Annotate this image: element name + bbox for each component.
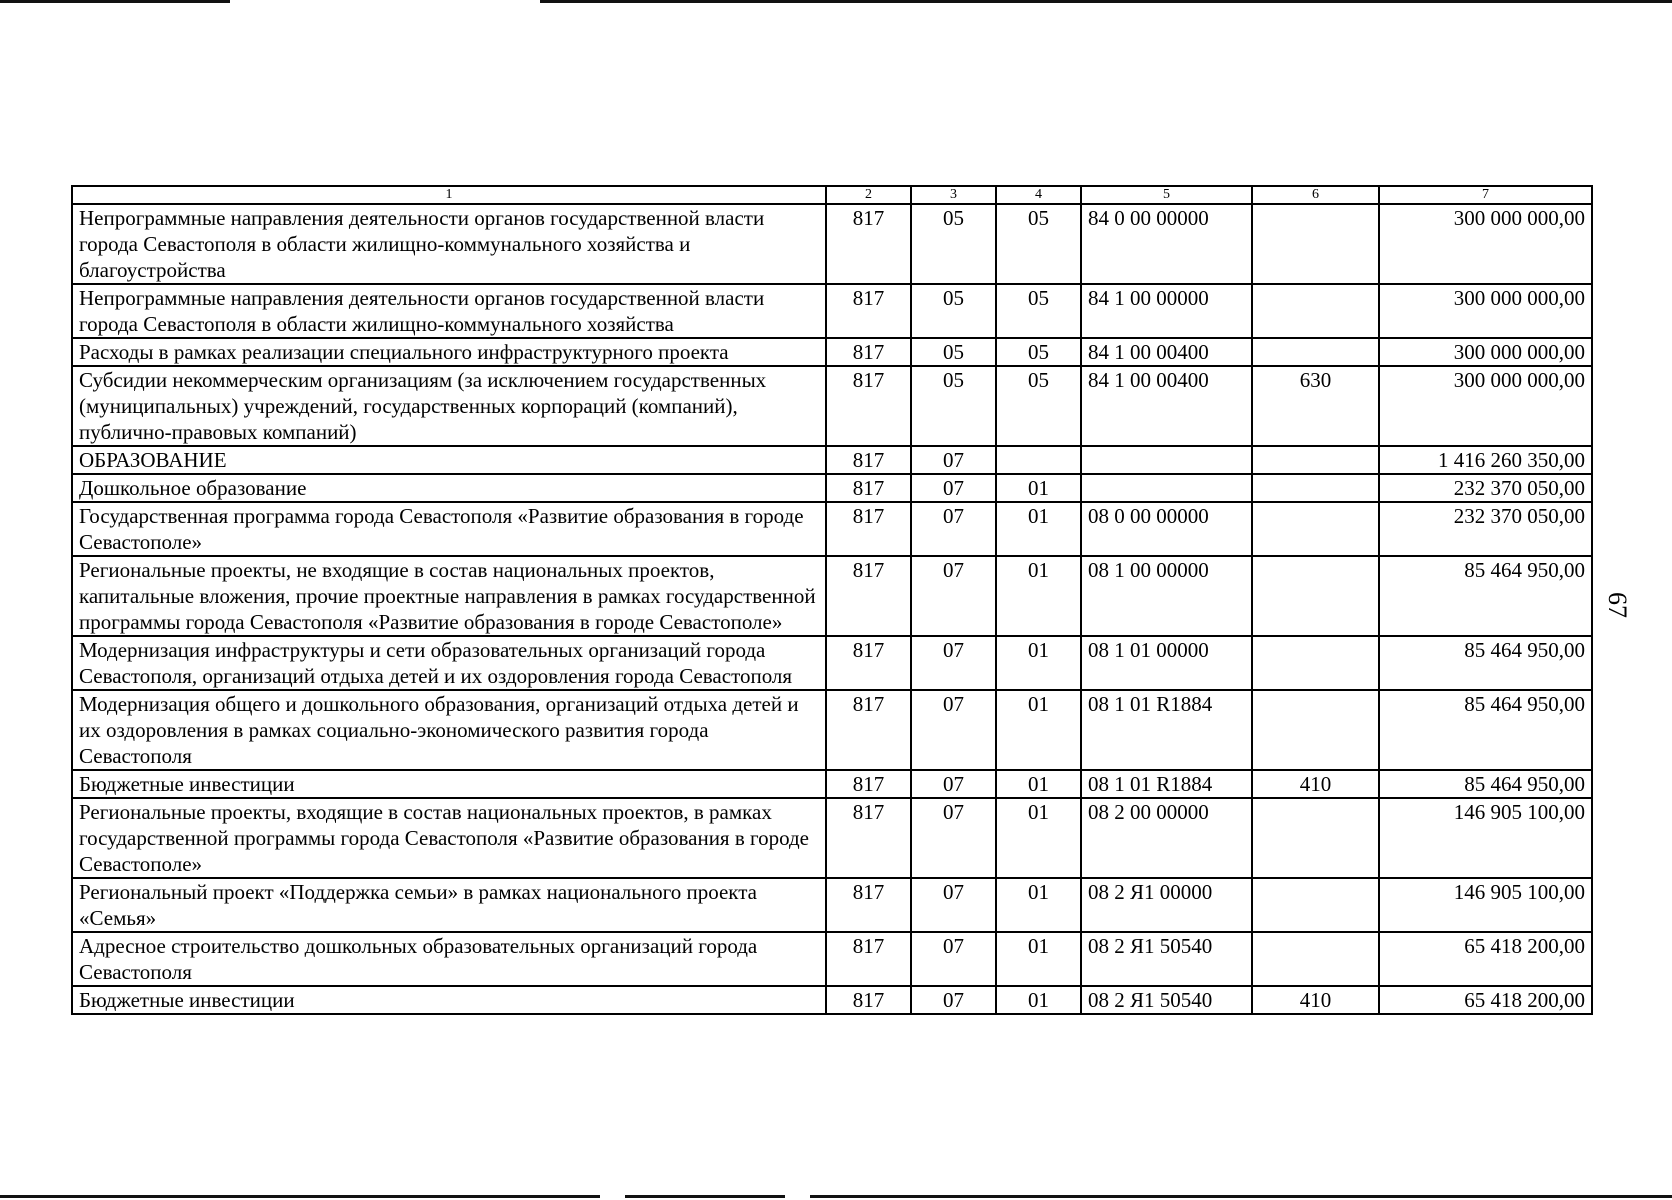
subsection-code-cell: 01 [996,798,1081,878]
subsection-code-cell [996,446,1081,474]
section-code-cell: 07 [911,986,996,1014]
subsection-code-cell: 01 [996,878,1081,932]
subsection-code-cell: 01 [996,474,1081,502]
table-row [72,284,1592,338]
table-row [72,690,1592,770]
subsection-code-cell: 01 [996,770,1081,798]
amount-cell: 232 370 050,00 [1379,502,1592,556]
scan-border-top-right [540,0,1672,3]
ministry-code-cell: 817 [826,338,911,366]
target-article-code-cell: 08 1 00 00000 [1081,556,1252,636]
subsection-code-cell: 05 [996,204,1081,284]
table-row [72,338,1592,366]
subsection-code-cell: 05 [996,366,1081,446]
item-name-cell: Региональные проекты, входящие в состав национальных проектов, в рамках государственной программы города Севастополя «Развитие образования в городе Севастополе» [72,798,826,878]
scan-border-bottom-middle [625,1195,785,1198]
scan-border-bottom-left [0,1195,600,1198]
expense-type-code-cell [1252,636,1379,690]
amount-cell: 85 464 950,00 [1379,690,1592,770]
ministry-code-cell: 817 [826,770,911,798]
item-name-cell: Региональный проект «Поддержка семьи» в рамках национального проекта «Семья» [72,878,826,932]
amount-cell: 146 905 100,00 [1379,798,1592,878]
ministry-code-cell: 817 [826,474,911,502]
amount-cell: 65 418 200,00 [1379,986,1592,1014]
expense-type-code-cell: 410 [1252,986,1379,1014]
ministry-code-cell: 817 [826,204,911,284]
subsection-code-cell: 01 [996,986,1081,1014]
target-article-code-cell: 84 1 00 00400 [1081,338,1252,366]
amount-cell: 300 000 000,00 [1379,366,1592,446]
expense-type-code-cell [1252,204,1379,284]
table-row [72,770,1592,798]
target-article-code-cell: 08 2 Я1 50540 [1081,986,1252,1014]
target-article-code-cell: 84 1 00 00000 [1081,284,1252,338]
ministry-code-cell: 817 [826,284,911,338]
expense-type-code-cell [1252,474,1379,502]
section-code-cell: 05 [911,284,996,338]
target-article-code-cell [1081,474,1252,502]
target-article-code-cell: 08 2 Я1 00000 [1081,878,1252,932]
target-article-code-cell [1081,446,1252,474]
section-code-cell: 05 [911,338,996,366]
ministry-code-cell: 817 [826,798,911,878]
amount-cell: 300 000 000,00 [1379,338,1592,366]
column-header: 2 [826,186,911,204]
amount-cell: 65 418 200,00 [1379,932,1592,986]
expense-type-code-cell: 630 [1252,366,1379,446]
ministry-code-cell: 817 [826,932,911,986]
section-code-cell: 07 [911,798,996,878]
expense-type-code-cell [1252,284,1379,338]
section-code-cell: 07 [911,474,996,502]
table-row [72,986,1592,1014]
item-name-cell: Адресное строительство дошкольных образовательных организаций города Севастополя [72,932,826,986]
table-row [72,474,1592,502]
scan-border-top-left [0,0,230,3]
item-name-cell: Непрограммные направления деятельности органов государственной власти города Севастополя в области жилищно-коммунального хозяйства и благоустройства [72,204,826,284]
amount-cell: 300 000 000,00 [1379,284,1592,338]
table-row [72,366,1592,446]
table-row [72,798,1592,878]
item-name-cell: Модернизация общего и дошкольного образования, организаций отдыха детей и их оздоровления в рамках социально-экономического развития города Севастополя [72,690,826,770]
section-code-cell: 07 [911,690,996,770]
item-name-cell: Расходы в рамках реализации специального инфраструктурного проекта [72,338,826,366]
expense-type-code-cell [1252,878,1379,932]
column-header: 1 [72,186,826,204]
column-header: 6 [1252,186,1379,204]
target-article-code-cell: 08 0 00 00000 [1081,502,1252,556]
target-article-code-cell: 84 0 00 00000 [1081,204,1252,284]
column-header: 4 [996,186,1081,204]
section-code-cell: 07 [911,878,996,932]
item-name-cell: Дошкольное образование [72,474,826,502]
target-article-code-cell: 84 1 00 00400 [1081,366,1252,446]
section-code-cell: 05 [911,366,996,446]
amount-cell: 85 464 950,00 [1379,770,1592,798]
table-row [72,204,1592,284]
expense-type-code-cell [1252,932,1379,986]
item-name-cell: ОБРАЗОВАНИЕ [72,446,826,474]
table-row [72,636,1592,690]
budget-table [71,185,1593,1015]
subsection-code-cell: 01 [996,556,1081,636]
section-code-cell: 07 [911,556,996,636]
ministry-code-cell: 817 [826,502,911,556]
table-row [72,932,1592,986]
ministry-code-cell: 817 [826,636,911,690]
section-code-cell: 07 [911,770,996,798]
ministry-code-cell: 817 [826,986,911,1014]
section-code-cell: 07 [911,446,996,474]
target-article-code-cell: 08 1 01 00000 [1081,636,1252,690]
ministry-code-cell: 817 [826,690,911,770]
target-article-code-cell: 08 1 01 R1884 [1081,770,1252,798]
subsection-code-cell: 01 [996,636,1081,690]
column-header: 5 [1081,186,1252,204]
section-code-cell: 05 [911,204,996,284]
section-code-cell: 07 [911,636,996,690]
target-article-code-cell: 08 2 00 00000 [1081,798,1252,878]
target-article-code-cell: 08 2 Я1 50540 [1081,932,1252,986]
column-number-row [72,186,1592,204]
subsection-code-cell: 05 [996,284,1081,338]
item-name-cell: Модернизация инфраструктуры и сети образовательных организаций города Севастополя, организаций отдыха детей и их оздоровления города Севастополя [72,636,826,690]
item-name-cell: Региональные проекты, не входящие в состав национальных проектов, капитальные вложения, прочие проектные направления в рамках государственной программы города Севастополя «Развитие образования в городе Севастополе» [72,556,826,636]
target-article-code-cell: 08 1 01 R1884 [1081,690,1252,770]
item-name-cell: Субсидии некоммерческим организациям (за исключением государственных (муниципальных) учреждений, государственных корпораций (компаний), публично-правовых компаний) [72,366,826,446]
section-code-cell: 07 [911,502,996,556]
amount-cell: 85 464 950,00 [1379,556,1592,636]
column-header: 3 [911,186,996,204]
amount-cell: 300 000 000,00 [1379,204,1592,284]
expense-type-code-cell [1252,338,1379,366]
item-name-cell: Бюджетные инвестиции [72,986,826,1014]
subsection-code-cell: 01 [996,502,1081,556]
amount-cell: 1 416 260 350,00 [1379,446,1592,474]
expense-type-code-cell [1252,556,1379,636]
item-name-cell: Непрограммные направления деятельности органов государственной власти города Севастополя в области жилищно-коммунального хозяйства [72,284,826,338]
expense-type-code-cell [1252,502,1379,556]
amount-cell: 85 464 950,00 [1379,636,1592,690]
item-name-cell: Государственная программа города Севастополя «Развитие образования в городе Севастополе» [72,502,826,556]
ministry-code-cell: 817 [826,446,911,474]
page-number: 67 [1603,592,1632,618]
table-row [72,878,1592,932]
table-row [72,502,1592,556]
amount-cell: 146 905 100,00 [1379,878,1592,932]
table-row [72,446,1592,474]
table-row [72,556,1592,636]
expense-type-code-cell: 410 [1252,770,1379,798]
ministry-code-cell: 817 [826,556,911,636]
ministry-code-cell: 817 [826,878,911,932]
item-name-cell: Бюджетные инвестиции [72,770,826,798]
expense-type-code-cell [1252,446,1379,474]
expense-type-code-cell [1252,690,1379,770]
section-code-cell: 07 [911,932,996,986]
ministry-code-cell: 817 [826,366,911,446]
subsection-code-cell: 05 [996,338,1081,366]
expense-type-code-cell [1252,798,1379,878]
scan-border-bottom-right [810,1195,1672,1198]
column-header: 7 [1379,186,1592,204]
subsection-code-cell: 01 [996,690,1081,770]
subsection-code-cell: 01 [996,932,1081,986]
amount-cell: 232 370 050,00 [1379,474,1592,502]
